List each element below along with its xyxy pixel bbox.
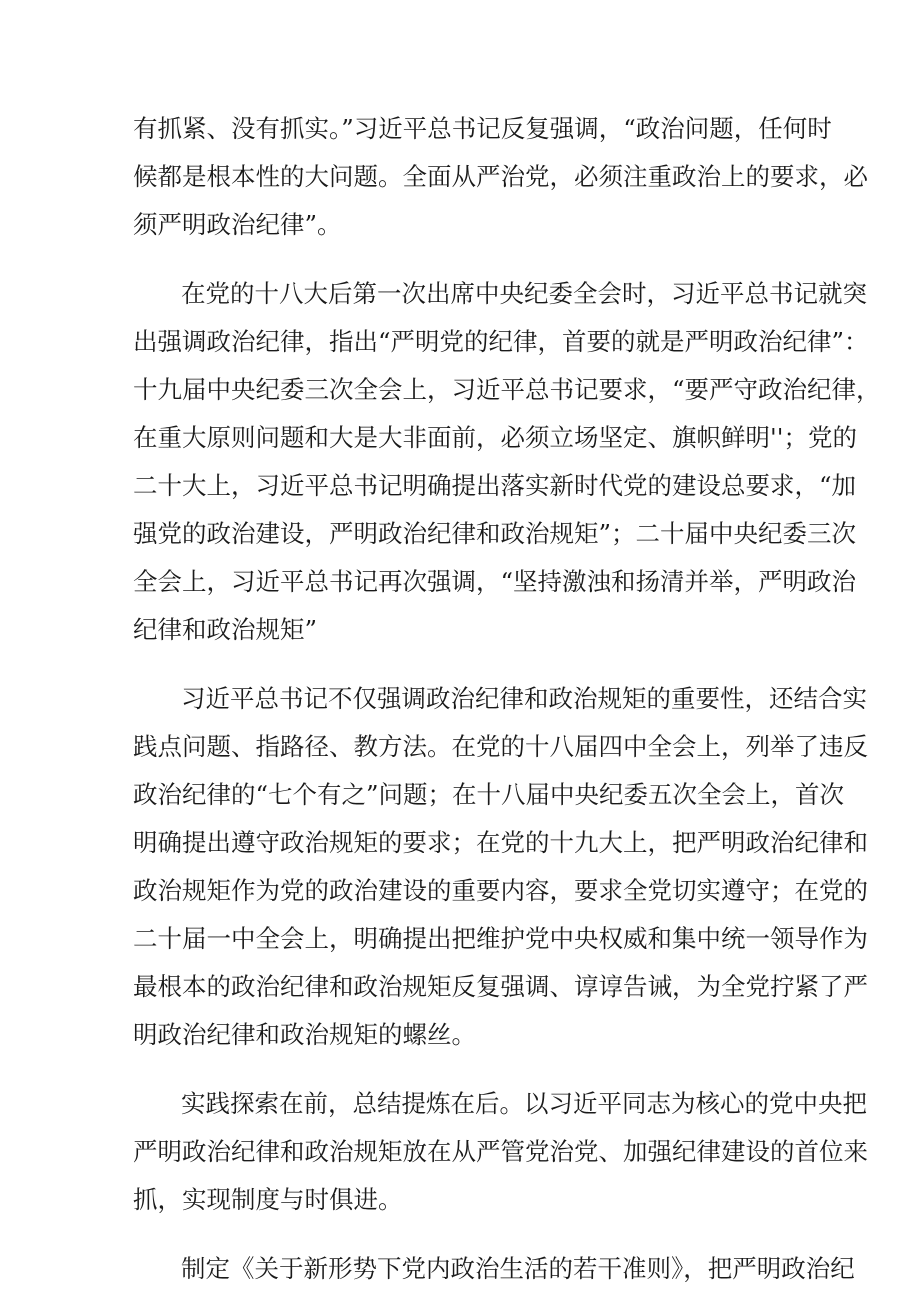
paragraph-line: 出强调政治纪律，指出“严明党的纪律，首要的就是严明政治纪律”： <box>133 327 869 356</box>
paragraph-line: 严明政治纪律和政治规矩放在从严管党治党、加强纪律建设的首位来 <box>133 1137 868 1166</box>
paragraph-line: 在重大原则问题和大是大非面前，必须立场坚定、旗帜鲜明''；党的 <box>133 423 857 452</box>
paragraph-line: 强党的政治建设，严明政治纪律和政治规矩”；二十届中央纪委三次 <box>133 519 857 548</box>
paragraph-line: 践点问题、指路径、教方法。在党的十八届四中全会上，列举了违反 <box>133 732 868 761</box>
paragraph-line: 有抓紧、没有抓实。”习近平总书记反复强调，“政治问题，任何时 <box>133 114 832 143</box>
paragraph-line: 抓，实现制度与时俱进。 <box>133 1185 403 1214</box>
paragraph-line: 最根本的政治纪律和政治规矩反复强调、谆谆告诫，为全党拧紧了严 <box>133 972 868 1001</box>
paragraph-line: 制定《关于新形势下党内政治生活的若干准则》，把严明政治纪 <box>181 1254 855 1283</box>
paragraph-line: 政治纪律的“七个有之”问题；在十八届中央纪委五次全会上，首次 <box>133 780 845 809</box>
paragraph-line: 明确提出遵守政治规矩的要求；在党的十九大上，把严明政治纪律和 <box>133 828 868 857</box>
paragraph-line: 实践探索在前，总结提炼在后。以习近平同志为核心的党中央把 <box>181 1089 867 1118</box>
paragraph-line: 候都是根本性的大问题。全面从严治党，必须注重政治上的要求，必 <box>133 162 868 191</box>
paragraph-line: 全会上，习近平总书记再次强调，“坚持激浊和扬清并举，严明政治 <box>133 567 857 596</box>
paragraph-line: 政治规矩作为党的政治建设的重要内容，要求全党切实遵守；在党的 <box>133 876 868 905</box>
paragraph-line: 习近平总书记不仅强调政治纪律和政治规矩的重要性，还结合实 <box>181 684 867 713</box>
paragraph-line: 二十届一中全会上，明确提出把维护党中央权威和集中统一领导作为 <box>133 924 868 953</box>
paragraph-line: 十九届中央纪委三次全会上，习近平总书记要求，“要严守政治纪律， <box>133 375 881 404</box>
paragraph-line: 明政治纪律和政治规矩的螺丝。 <box>133 1020 476 1049</box>
paragraph-line: 在党的十八大后第一次出席中央纪委全会时，习近平总书记就突 <box>181 279 867 308</box>
paragraph-line: 纪律和政治规矩” <box>133 615 318 644</box>
paragraph-line: 须严明政治纪律”。 <box>133 210 342 239</box>
paragraph-line: 二十大上，习近平总书记明确提出落实新时代党的建设总要求，“加 <box>133 471 857 500</box>
